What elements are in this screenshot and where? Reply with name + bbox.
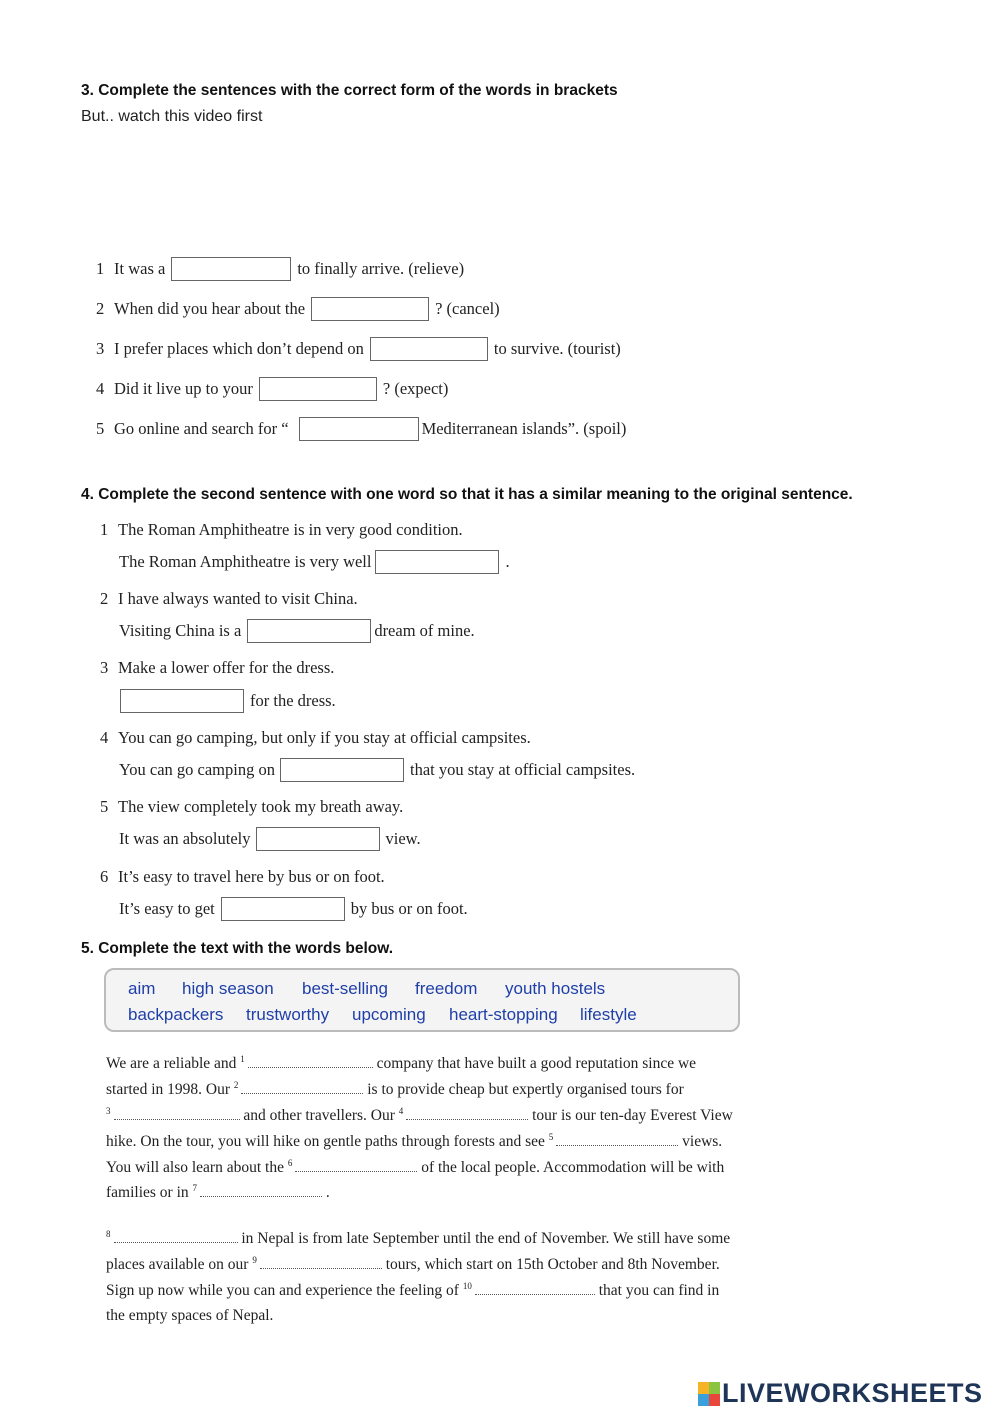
sentence-end: to survive. (tourist): [493, 339, 621, 358]
s4-item-1-original: [100, 520, 463, 540]
s4-item-4-original: [100, 728, 531, 748]
text-fragment: of the local people. Accommodation will be with: [421, 1159, 725, 1176]
gap-blank[interactable]: [114, 1230, 238, 1243]
item-number: 4: [100, 728, 109, 747]
text-line: [106, 1281, 719, 1300]
sentence-start: Did it live up to your: [114, 379, 253, 398]
answer-input[interactable]: [370, 337, 488, 361]
word-bank-item: lifestyle: [580, 1005, 637, 1024]
sentence-start: Go online and search for “: [114, 419, 289, 438]
gap-blank[interactable]: [295, 1159, 417, 1172]
s4-item-2-original: [100, 589, 358, 609]
text-fragment: is to provide cheap but expertly organised tours for: [367, 1081, 684, 1098]
original-sentence: Make a lower offer for the dress.: [118, 658, 335, 677]
sentence-end: to finally arrive. (relieve): [297, 259, 465, 278]
text-line: [106, 1158, 724, 1177]
s4-item-6-original: [100, 867, 385, 887]
original-sentence: I have always wanted to visit China.: [118, 589, 358, 608]
section5-title: 5. Complete the text with the words below.: [81, 940, 394, 957]
item-number: 2: [100, 589, 109, 608]
sentence-start: I prefer places which don’t depend on: [114, 339, 364, 358]
answer-input[interactable]: [221, 897, 345, 921]
word-bank-item: trustworthy: [246, 1005, 330, 1024]
item-number: 4: [96, 379, 105, 398]
section4-title: 4. Complete the second sentence with one word so that it has a similar meaning to the original sentence.: [81, 486, 853, 503]
gap-number: 3: [106, 1106, 111, 1116]
text-line: [106, 1080, 684, 1099]
s4-item-5-original: [100, 797, 403, 817]
text-fragment: views.: [682, 1133, 723, 1150]
word-bank-item: heart-stopping: [449, 1005, 558, 1024]
sentence-end: ? (cancel): [435, 299, 500, 318]
item-number: 3: [100, 658, 109, 677]
text-fragment: company that have built a good reputation since we: [376, 1055, 697, 1072]
text-fragment: started in 1998. Our: [106, 1081, 230, 1098]
answer-input[interactable]: [256, 827, 380, 851]
text-fragment: families or in: [106, 1184, 189, 1201]
gap-number: 4: [398, 1106, 404, 1116]
text-fragment: hike. On the tour, you will hike on gentle paths through forests and see: [106, 1133, 545, 1150]
gap-number: 5: [548, 1132, 554, 1142]
original-sentence: It’s easy to travel here by bus or on foot.: [118, 867, 385, 886]
gap-blank[interactable]: [406, 1107, 528, 1120]
word-bank: [104, 968, 740, 1032]
word-bank-item: youth hostels: [505, 979, 606, 998]
text-fragment: the empty spaces of Nepal.: [106, 1307, 274, 1324]
gap-blank[interactable]: [475, 1282, 595, 1295]
s4-item-6-rewrite: [119, 897, 468, 921]
text-line: [106, 1183, 330, 1202]
sentence-end: Mediterranean islands”. (spoil): [421, 419, 627, 438]
answer-input[interactable]: [299, 417, 419, 441]
gap-number: 2: [233, 1080, 239, 1090]
word-bank-item: high season: [182, 979, 274, 998]
s4-item-3-rewrite: [119, 689, 336, 713]
sentence-end: dream of mine.: [374, 621, 475, 640]
s4-item-2-rewrite: [119, 619, 475, 643]
sentence-end: by bus or on foot.: [350, 899, 468, 918]
original-sentence: The Roman Amphitheatre is in very good condition.: [118, 520, 463, 539]
answer-input[interactable]: [280, 758, 404, 782]
sentence-end: for the dress.: [250, 691, 336, 710]
s4-item-4-rewrite: [119, 758, 635, 782]
answer-input[interactable]: [120, 689, 244, 713]
gap-blank[interactable]: [241, 1081, 363, 1094]
gap-blank[interactable]: [248, 1055, 373, 1068]
text-line: [106, 1307, 273, 1325]
sentence-start: It was an absolutely: [119, 829, 251, 848]
text-fragment: You will also learn about the: [106, 1159, 284, 1176]
item-number: 1: [96, 259, 105, 278]
section3-title: 3. Complete the sentences with the correct form of the words in brackets: [81, 82, 618, 99]
text-fragment: tour is our ten-day Everest View: [532, 1107, 733, 1124]
word-bank-item: upcoming: [352, 1005, 426, 1024]
text-fragment: and other travellers. Our: [243, 1107, 395, 1124]
text-fragment: Sign up now while you can and experience the feeling of: [106, 1282, 459, 1299]
gap-blank[interactable]: [114, 1107, 240, 1120]
answer-input[interactable]: [247, 619, 371, 643]
s3-item-1: [96, 257, 464, 281]
sentence-start: When did you hear about the: [114, 299, 306, 318]
gap-number: 7: [192, 1183, 198, 1193]
s4-item-5-rewrite: [119, 827, 421, 851]
sentence-start: It’s easy to get: [119, 899, 215, 918]
gap-number: 1: [240, 1054, 245, 1064]
s3-item-4: [96, 377, 448, 401]
sentence-start: The Roman Amphitheatre is very well: [119, 552, 372, 571]
original-sentence: You can go camping, but only if you stay at official campsites.: [118, 728, 531, 747]
text-fragment: places available on our: [106, 1256, 249, 1273]
text-fragment: tours, which start on 15th October and 8th November.: [385, 1256, 720, 1273]
word-bank-item: best-selling: [302, 979, 388, 998]
gap-number: 6: [287, 1158, 293, 1168]
text-fragment: that you can find in: [598, 1282, 720, 1299]
item-number: 6: [100, 867, 109, 886]
logo-text: LIVEWORKSHEETS: [722, 1378, 983, 1408]
sentence-start: You can go camping on: [119, 760, 275, 779]
s3-item-5: [96, 417, 626, 441]
item-number: 5: [96, 419, 105, 438]
text-line: [106, 1054, 696, 1073]
text-line: [106, 1229, 730, 1248]
sentence-end: ? (expect): [382, 379, 449, 398]
answer-input[interactable]: [171, 257, 291, 281]
sentence-end: view.: [385, 829, 421, 848]
item-number: 3: [96, 339, 105, 358]
sentence-end: that you stay at official campsites.: [409, 760, 636, 779]
text-line: [106, 1132, 722, 1151]
liveworksheets-logo: [698, 1378, 983, 1409]
item-number: 5: [100, 797, 109, 816]
s3-item-2: [96, 297, 500, 321]
gap-number: 9: [252, 1255, 257, 1265]
gap-number: 10: [462, 1281, 472, 1291]
section3-subtitle: But.. watch this video first: [81, 108, 263, 125]
text-line: [106, 1106, 733, 1125]
text-fragment: in Nepal is from late September until the end of November. We still have some: [241, 1230, 731, 1247]
answer-input[interactable]: [375, 550, 499, 574]
gap-blank[interactable]: [260, 1256, 382, 1269]
item-number: 1: [100, 520, 109, 539]
gap-number: 8: [106, 1229, 111, 1239]
sentence-start: Visiting China is a: [119, 621, 242, 640]
gap-blank[interactable]: [200, 1184, 322, 1197]
word-bank-item: aim: [128, 979, 156, 998]
word-bank-item: freedom: [415, 979, 478, 998]
s4-item-3-original: [100, 658, 334, 678]
sentence-end: .: [505, 552, 510, 571]
original-sentence: The view completely took my breath away.: [118, 797, 404, 816]
answer-input[interactable]: [311, 297, 429, 321]
text-fragment: .: [325, 1184, 330, 1201]
gap-blank[interactable]: [556, 1133, 678, 1146]
liveworksheets-logo-icon: [698, 1382, 720, 1406]
s3-item-3: [96, 337, 621, 361]
answer-input[interactable]: [259, 377, 377, 401]
word-bank-item: backpackers: [128, 1005, 224, 1024]
text-fragment: We are a reliable and: [106, 1055, 237, 1072]
text-line: [106, 1255, 720, 1274]
s4-item-1-rewrite: [119, 550, 510, 574]
item-number: 2: [96, 299, 105, 318]
sentence-start: It was a: [114, 259, 166, 278]
